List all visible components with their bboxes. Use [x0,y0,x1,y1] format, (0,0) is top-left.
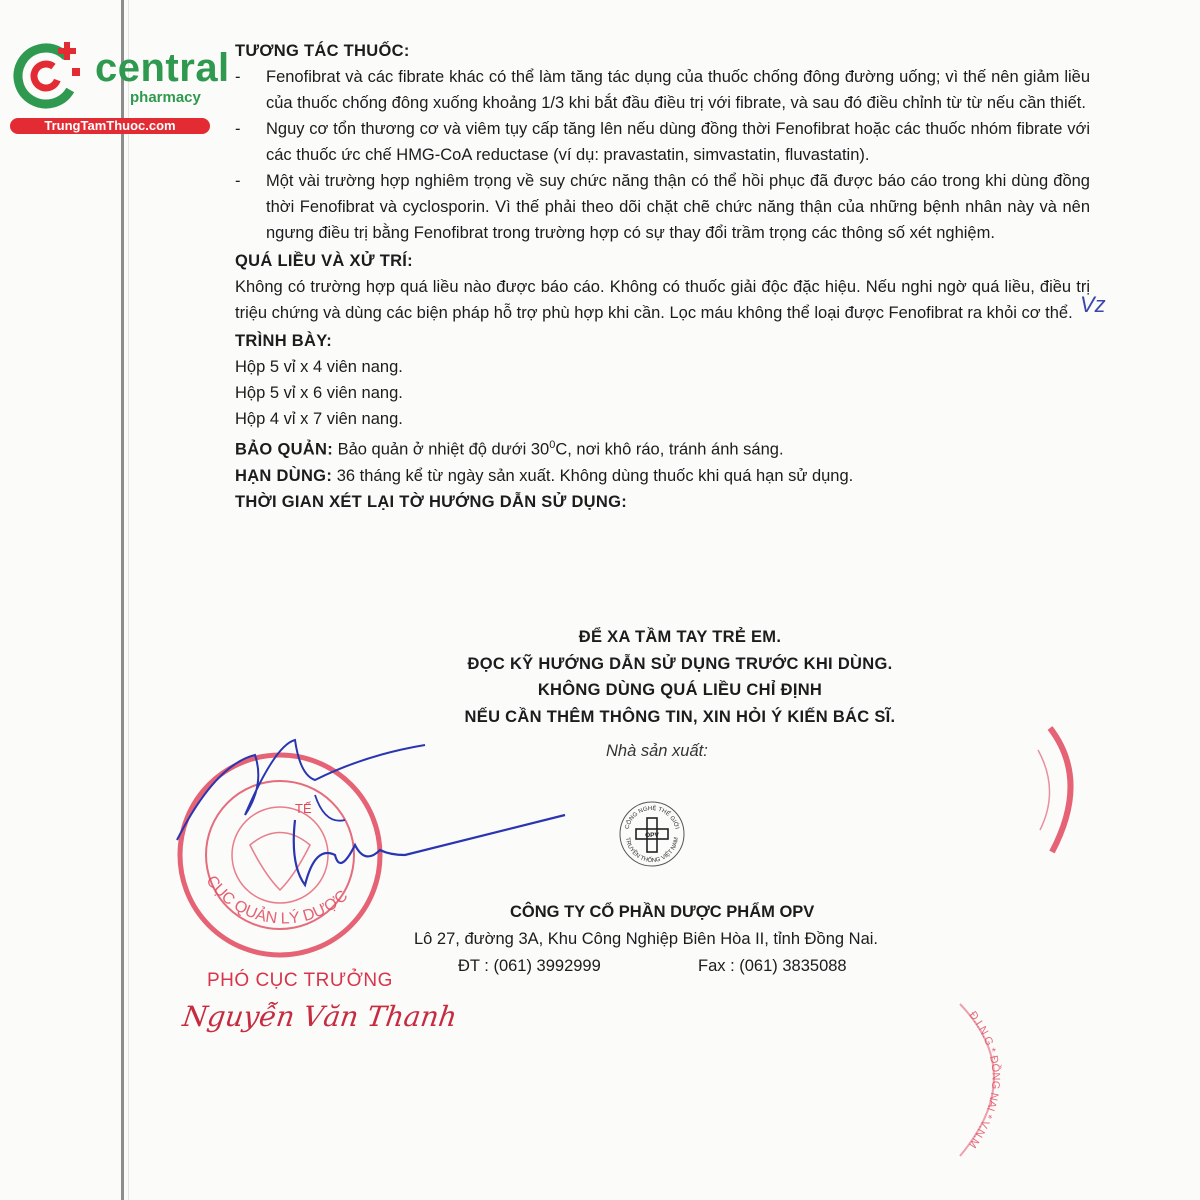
presentation-item: Hộp 5 vỉ x 4 viên nang. [235,358,403,376]
overdose-text: Không có trường hợp quá liều nào được báo cáo. Không có thuốc giải độc đặc hiệu. Nếu nghi ngờ quá liều, điều trị triệu chứng và dùng các biện pháp hỗ trợ phù hợp khi cần. Lọc máu không thể loại được Fenofibrat ra khỏi cơ thể. [235,278,1090,322]
right-stamp-text: Đ.I.N.G * ĐỒNG NAI * V.N.M [966,1009,1002,1151]
review-heading: THỜI GIAN XÉT LẠI TỜ HƯỚNG DẪN SỬ DỤNG: [235,492,628,511]
opv-emblem [618,800,686,868]
company-address: Lô 27, đường 3A, Khu Công Nghiệp Biên Hòa II, tỉnh Đồng Nai. [414,930,878,948]
presentation-heading: TRÌNH BÀY: [235,332,333,350]
company-phone: ĐT : (061) 3992999 [458,957,601,975]
presentation-item: Hộp 5 vỉ x 6 viên nang. [235,384,403,402]
central-pharmacy-logo[interactable] [10,36,230,136]
interaction-item: - Fenofibrat và các fibrate khác có thể làm tăng tác dụng của thuốc chống đông đường uống; vì thế nên giảm liều của thuốc chống đông xuống khoảng 1/3 khi bắt đầu điều trị với fibrate, và sau đó điều chỉnh từ từ nếu cần thiết. [235,68,1090,112]
partial-stamp-top [1030,720,1090,860]
interactions-heading: TƯƠNG TÁC THUỐC: [235,42,410,60]
warning-line: NẾU CẦN THÊM THÔNG TIN, XIN HỎI Ý KIẾN BÁC SĨ. [464,707,896,726]
official-stamp [165,725,605,965]
pharmacy-logo-icon [10,36,92,118]
storage-line: BẢO QUẢN: Bảo quản ở nhiệt độ dưới $30^0C$, nơi khô ráo, tránh ánh sáng. [235,439,784,459]
emblem-mark: OPV [645,832,659,839]
logo-site-link[interactable]: TrungTamThuoc.com [10,118,210,134]
svg-text:Đ.I.N.G * ĐỒNG NAI * V.N.M [966,1009,1002,1150]
margin-note: Vz [1080,292,1106,317]
logo-subtitle: pharmacy [130,89,201,106]
warnings-block [380,624,980,730]
partial-stamp-bottom [940,1000,1010,1160]
fold-line-shadow [128,0,129,1200]
interaction-item: - Nguy cơ tổn thương cơ và viêm tụy cấp tăng lên nếu dùng đồng thời Fenofibrat hoặc các thuốc nhóm fibrate với các thuốc ức chế HMG-CoA reductase (ví dụ: pravastatin, simvastatin, fluvastatin). [235,120,1090,164]
warning-line: ĐỂ XA TẦM TAY TRẺ EM. [578,628,782,646]
logo-brand: central [95,46,230,90]
signer-name: Nguyễn Văn Thanh [180,1000,460,1033]
presentation-item: Hộp 4 vỉ x 7 viên nang. [235,410,403,428]
interaction-item: - Một vài trường hợp nghiêm trọng về suy chức năng thận có thể hồi phục đã được báo cáo trong khi dùng đồng thời Fenofibrat và cyclosporin. Vì thế phải theo dõi chặt chẽ chức năng thận của những bệnh nhân này và nên ngưng điều trị bằng Fenofibrat trong trường hợp có sự thay đổi trầm trọng các thông số xét nghiệm. [235,172,1090,242]
warning-line: KHÔNG DÙNG QUÁ LIỀU CHỈ ĐỊNH [537,681,823,699]
signer-title: PHÓ CỤC TRƯỞNG [207,970,393,991]
manufacturer-label: Nhà sản xuất: [606,742,708,760]
company-name: CÔNG TY CỔ PHẦN DƯỢC PHẨM OPV [510,903,815,921]
overdose-heading: QUÁ LIỀU VÀ XỬ TRÍ: [235,252,413,270]
svg-text:CỤC QUẢN LÝ DƯỢC [203,873,352,928]
stamp-fragment: TẾ [295,801,312,816]
emblem-top-text: CÔNG NGHỆ THẾ GIỚI [624,805,680,830]
emblem-bottom-text: TRUYỀN THỐNG VIỆT NAM [623,836,681,865]
stamp-text: CỤC QUẢN LÝ DƯỢC [202,872,352,928]
expiry-line: HẠN DÙNG: 36 tháng kể từ ngày sản xuất. Không dùng thuốc khi quá hạn sử dụng. [235,466,854,485]
fold-line [121,0,124,1200]
svg-text:TRUYỀN THỐNG VIỆT NAM [624,837,680,864]
document-body [235,38,1090,515]
warning-line: ĐỌC KỸ HƯỚNG DẪN SỬ DỤNG TRƯỚC KHI DÙNG. [467,654,893,673]
company-fax: Fax : (061) 3835088 [698,957,847,975]
